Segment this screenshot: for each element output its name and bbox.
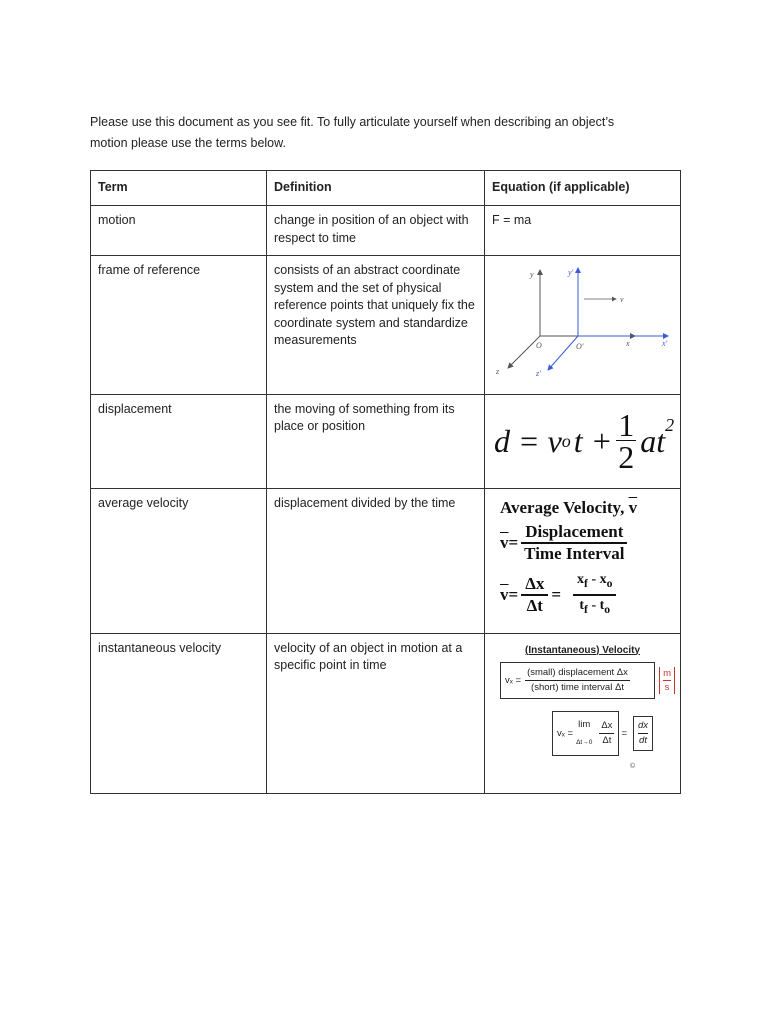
label-x-prime: x′ <box>662 339 668 348</box>
terms-table <box>90 170 681 794</box>
avg-num3-sub-f: f <box>584 576 588 590</box>
frame-of-reference-diagram <box>490 260 675 384</box>
avg-num3-mid: - x <box>587 572 607 587</box>
avg-v-2: $\overline{v}$ <box>500 585 509 605</box>
dxdt-den: dt <box>639 735 647 746</box>
inst-row-1 <box>490 662 675 699</box>
lim-eq: = <box>621 727 627 739</box>
disp-exp: 2 <box>665 414 675 435</box>
label-x: x <box>626 339 630 348</box>
avg-num3-sub-o: o <box>606 576 613 590</box>
inst-unit-den: s <box>664 682 670 693</box>
inst-box <box>500 662 655 699</box>
average-velocity-equation <box>490 499 675 620</box>
label-v: v <box>620 295 624 304</box>
inst-vx: vₓ = <box>505 674 522 686</box>
instantaneous-velocity-equation <box>490 642 675 776</box>
inst-units <box>659 667 675 694</box>
avg-den3-mid: - t <box>587 597 605 613</box>
term-cell: instantaneous velocity <box>91 633 267 793</box>
avg-eq-2: = <box>508 585 519 605</box>
lim-den: Δt <box>602 735 612 746</box>
equation-cell <box>485 256 681 395</box>
avg-frac-2 <box>521 574 548 616</box>
inst-num: (small) displacement Δx <box>525 666 630 681</box>
intro-paragraph <box>90 112 690 154</box>
avg-eq-1: = <box>508 533 519 553</box>
avg-den-2: Δt <box>526 595 543 615</box>
term-cell: displacement <box>91 394 267 488</box>
avg-num-3 <box>573 570 616 596</box>
disp-lhs: d = v <box>494 422 562 459</box>
label-z-prime: z′ <box>536 369 541 378</box>
disp-frac-den: 2 <box>618 439 635 475</box>
avg-den-1: Time Interval <box>524 544 625 563</box>
avg-num3-x: x <box>577 572 585 587</box>
equation-cell <box>485 633 681 793</box>
avg-frac-1 <box>521 522 627 564</box>
intro-line-2: motion please use the terms below. <box>90 136 286 150</box>
inst-den: (short) time interval Δt <box>531 682 624 693</box>
disp-sub: o <box>561 430 571 451</box>
avg-den-3 <box>579 596 610 620</box>
inst-frac <box>525 666 630 695</box>
term-cell: average velocity <box>91 488 267 633</box>
lim-frac <box>599 719 614 748</box>
inst-title: (Instantaneous) Velocity <box>524 644 641 656</box>
z-prime-axis <box>548 336 578 370</box>
lim-num: Δx <box>599 719 614 734</box>
displacement-equation <box>490 407 675 477</box>
avg-title-v: $\overline{v}$ <box>628 497 638 517</box>
disp-fraction <box>616 407 636 475</box>
definition-cell: consists of an abstract coordinate system and the set of physical reference points that uniquely fix the coordinate system and standardize measurements <box>267 256 485 395</box>
inst-unit-num: m <box>663 668 671 679</box>
disp-frac-num: 1 <box>618 407 635 443</box>
definition-cell: the moving of something from its place or position <box>267 394 485 488</box>
avg-num-2: Δx <box>521 574 548 596</box>
disp-at: at <box>640 422 666 459</box>
term-cell: frame of reference <box>91 256 267 395</box>
dxdt-num: dx <box>638 719 648 734</box>
label-z: z <box>496 367 500 376</box>
avg-title <box>500 499 675 517</box>
label-o-prime: O′ <box>576 342 584 351</box>
avg-v-1: $\overline{v}$ <box>500 533 509 553</box>
lim-text: lim <box>578 719 591 730</box>
copyright-mark: © <box>630 763 636 770</box>
lim-sub: Δt→0 <box>576 738 593 746</box>
avg-frac-3 <box>573 570 616 620</box>
definition-cell: change in position of an object with respect to time <box>267 206 485 256</box>
avg-title-text: Average Velocity, <box>500 497 629 517</box>
definition-cell: velocity of an object in motion at a specific point in time <box>267 633 485 793</box>
header-term: Term <box>91 171 267 206</box>
avg-row-1 <box>500 522 675 564</box>
dxdt-box <box>633 716 653 751</box>
table-row-instantaneous-velocity <box>91 633 681 793</box>
avg-den3-t: t <box>579 597 585 613</box>
table-row-displacement <box>91 394 681 488</box>
avg-row-2 <box>500 570 675 620</box>
table-row-motion <box>91 206 681 256</box>
avg-den3-sub-f: f <box>584 602 588 616</box>
avg-den3-sub-o: o <box>604 602 611 616</box>
label-o: O <box>536 341 542 350</box>
label-y: y <box>530 270 534 279</box>
equation-cell <box>485 488 681 633</box>
disp-t: t + <box>573 422 613 459</box>
inst-row-2 <box>552 711 675 756</box>
lim-box <box>552 711 619 756</box>
equation-cell: F = ma <box>485 206 681 256</box>
equation-cell <box>485 394 681 488</box>
lim-lhs: vₓ = <box>557 727 574 739</box>
term-cell: motion <box>91 206 267 256</box>
header-equation: Equation (if applicable) <box>485 171 681 206</box>
intro-line-1: Please use this document as you see fit. To fully articulate yourself when describing an object’s <box>90 115 615 129</box>
lim-word <box>576 716 592 751</box>
definition-cell: displacement divided by the time <box>267 488 485 633</box>
table-row-frame-of-reference <box>91 256 681 395</box>
avg-num-1: Displacement <box>521 522 627 544</box>
table-row-average-velocity <box>91 488 681 633</box>
header-definition: Definition <box>267 171 485 206</box>
label-y-prime: y′ <box>568 268 574 277</box>
table-header-row <box>91 171 681 206</box>
avg-eq-3: = <box>551 585 562 605</box>
